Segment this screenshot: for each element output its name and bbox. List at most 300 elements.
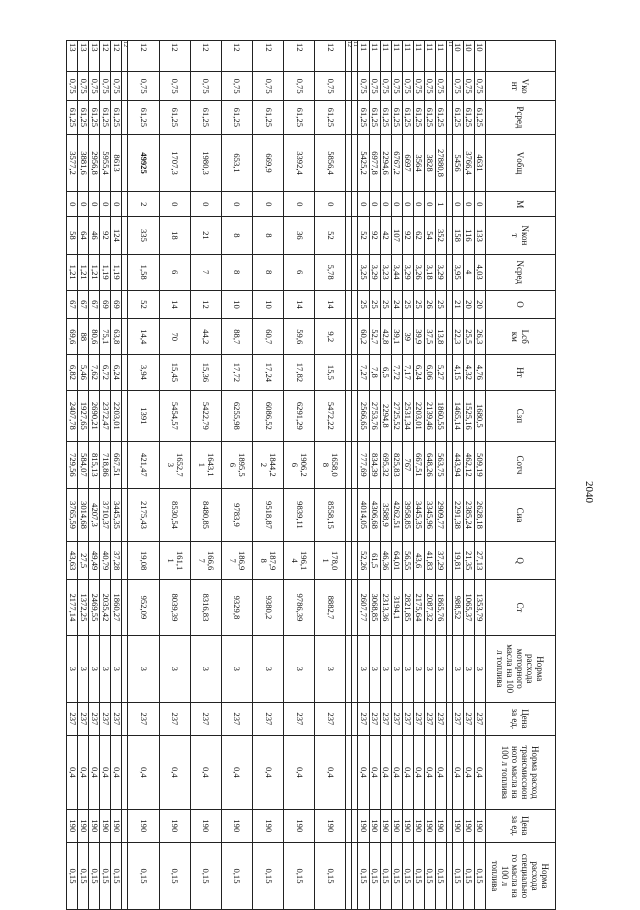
data-table [66,40,556,910]
table-cell: 237 [221,702,252,735]
table-cell: 5456 [452,134,463,192]
table-cell: 2607,77 [358,580,369,636]
table-cell: 0,75 [474,72,485,101]
table-cell: 0,4 [474,736,485,810]
table-cell: 237 [253,702,284,735]
table-cell [352,736,358,810]
table-cell: 190 [315,809,346,842]
table-cell: 237 [474,702,485,735]
table-cell: 0,75 [128,72,159,101]
table-cell: 61,25 [67,101,78,134]
table-cell: 0 [424,192,435,217]
table-cell [446,134,452,192]
table-cell: 3 [391,635,402,702]
table-cell: 6,72 [100,355,111,391]
table-cell: 190 [369,809,380,842]
header-cell: Nкон т [486,216,556,254]
table-cell: 4631 [474,134,485,192]
table-cell: 5,78 [315,254,346,290]
table-cell: 0,15 [159,843,190,910]
table-cell: 186,9 7 [221,542,252,580]
table-cell: 0 [100,192,111,217]
table-cell [352,390,358,441]
table-row [424,41,435,910]
table-cell: 3958,85 [402,488,413,541]
table-cell: 8 [253,254,284,290]
table-cell: 190 [78,809,89,842]
table-cell: 8480,85 [190,488,221,541]
table-cell: 0,4 [78,736,89,810]
table-cell: 6255,98 [221,390,252,441]
table-cell: 63,8 [111,319,122,355]
table-cell: 0,15 [128,843,159,910]
table-cell [346,736,352,810]
table-cell: 6,24 [413,355,424,391]
table-cell: 27880,8 [435,134,446,192]
table-cell: 0,4 [463,736,474,810]
table-cell: 1525,16 [463,390,474,441]
table-cell: 3 [89,635,100,702]
table-cell: 563,75 [435,441,446,488]
table-cell: 11 [369,41,380,72]
table-cell: 0,15 [369,843,380,910]
table-cell: 64 [78,216,89,254]
table-cell: 0,15 [100,843,111,910]
table-cell: 0,75 [315,72,346,101]
table-cell: 21,35 [463,542,474,580]
table-cell: 10 [474,41,485,72]
table-cell: 1465,14 [452,390,463,441]
table-cell: 2294,6 [380,134,391,192]
table-cell: 6 [284,254,315,290]
header-cell: Lсб км [486,319,556,355]
table-cell: 0,4 [159,736,190,810]
table-cell: 61,25 [358,101,369,134]
table-cell: 17,24 [253,355,284,391]
table-cell: 0 [358,192,369,217]
table-cell [122,72,128,101]
table-cell: 8316,83 [190,580,221,636]
table-cell: 0,15 [111,843,122,910]
table-row [111,41,122,910]
table-cell [446,580,452,636]
table-cell: 2203,01 [413,390,424,441]
table-cell: 0,75 [391,72,402,101]
table-cell: 80,6 [89,319,100,355]
separator-row [352,41,358,910]
table-cell [352,101,358,134]
table-cell: 3577,2 [67,134,78,192]
table-cell: 5425,2 [358,134,369,192]
table-cell: 190 [190,809,221,842]
table-cell [346,192,352,217]
table-cell: 0 [253,192,284,217]
table-cell: 3014,68 [78,488,89,541]
table-cell [446,101,452,134]
table-cell: 10 [452,41,463,72]
header-cell: Норма расхода моторного масла на 100 л топлива [486,635,556,702]
table-cell: 3765,59 [67,488,78,541]
table-cell [446,355,452,391]
table-cell: 3392,4 [284,134,315,192]
table-cell: 7,27 [358,355,369,391]
table-cell: 0,75 [100,72,111,101]
table-cell: 190 [452,809,463,842]
table-cell: 13 [67,41,78,72]
table-cell: 1860,27 [111,580,122,636]
table-cell: 13 [89,41,100,72]
table-cell: 0,75 [111,72,122,101]
table-cell [122,635,128,702]
table-cell: 42 [380,216,391,254]
table-cell: 12 [221,41,252,72]
table-cell: 8 [221,254,252,290]
table-cell: 2372,47 [100,390,111,441]
table-row [89,41,100,910]
table-cell: 13,8 [435,319,446,355]
table-cell: 3 [380,635,391,702]
table-cell: 0,75 [190,72,221,101]
table-cell [352,254,358,290]
header-cell: Цена за ед. [486,809,556,842]
table-cell: 0,15 [190,843,221,910]
table-cell: 25 [435,290,446,319]
table-cell [122,809,128,842]
table-cell: 49925 [128,134,159,192]
table-cell: 4262,51 [391,488,402,541]
table-cell: 0,4 [89,736,100,810]
page-number: 2040 [583,481,595,503]
table-cell: 3 [315,635,346,702]
table-cell: 61,25 [89,101,100,134]
table-cell: 161,1 1 [159,542,190,580]
table-cell: 25 [402,290,413,319]
table-cell: 0,4 [221,736,252,810]
table-cell: 2821,85 [402,580,413,636]
table-cell: 69 [100,290,111,319]
table-cell [446,843,452,910]
table-cell: 6,24 [111,355,122,391]
table-cell: 0 [315,192,346,217]
table-cell: 667,51 [413,441,424,488]
header-cell-blank [486,41,556,72]
table-cell: 0,4 [128,736,159,810]
table-cell: 14 [315,290,346,319]
table-cell: 0 [67,192,78,217]
table-cell: 61,25 [159,101,190,134]
header-cell: Vобщ [486,134,556,192]
table-cell: 196,1 4 [284,542,315,580]
table-cell: 1906,2 6 [284,441,315,488]
table-cell [346,290,352,319]
table-cell: 0 [413,192,424,217]
table-cell [352,216,358,254]
table-cell: 190 [413,809,424,842]
table-cell: 3588,9 [380,488,391,541]
table-cell: 4207,3 [89,488,100,541]
table-cell: 4,76 [474,355,485,391]
table-cell: 7,8 [369,355,380,391]
table-cell: 9783,9 [221,488,252,541]
table-cell: 0 [221,192,252,217]
table-cell: 10 [463,41,474,72]
table-cell: 11 [435,41,446,72]
table-cell: 1643,1 1 [190,441,221,488]
table-cell [446,809,452,842]
table-cell: 40,79 [100,542,111,580]
table-cell: 667,51 [111,441,122,488]
table-cell: 1,19 [111,254,122,290]
table-cell: 4 [463,254,474,290]
table-cell: 3 [190,635,221,702]
table-cell: 43,6 [413,542,424,580]
table-cell: 15,45 [159,355,190,391]
table-cell: 61,25 [78,101,89,134]
table-cell: 11 [413,41,424,72]
table-cell: 52 [358,216,369,254]
table-cell: 61,25 [128,101,159,134]
table-cell: 190 [221,809,252,842]
table-cell: 3881,6 [78,134,89,192]
table-cell: 7,62 [89,355,100,391]
table-cell: 0,15 [89,843,100,910]
table-cell: 0,4 [452,736,463,810]
table-cell: 0,4 [413,736,424,810]
table-cell: 0,4 [284,736,315,810]
table-cell: 462,12 [463,441,474,488]
table-cell: 12 [128,41,159,72]
table-cell: 0,75 [78,72,89,101]
table-cell: 27,13 [474,542,485,580]
table-cell: 3 [100,635,111,702]
table-cell: 3,26 [413,254,424,290]
table-cell: 6,06 [424,355,435,391]
table-cell: 25,5 [463,319,474,355]
table-cell: 61,25 [284,101,315,134]
table-cell: 421,47 [128,441,159,488]
table-cell: 107 [391,216,402,254]
table-cell: 0,4 [315,736,346,810]
table-cell: 61,25 [190,101,221,134]
table-cell: 4014,05 [358,488,369,541]
table-cell: 190 [159,809,190,842]
header-cell: Цена за ед. [486,702,556,735]
header-cell: Сотч [486,441,556,488]
table-cell: 0,75 [159,72,190,101]
table-cell: 3828 [424,134,435,192]
table-cell: 653,1 [221,134,252,192]
table-cell: 11 [391,41,402,72]
separator-row [346,41,352,910]
table-cell: 237 [435,702,446,735]
table-cell [122,702,128,735]
table-cell: 0 [89,192,100,217]
table-cell: 3345,96 [424,488,435,541]
table-row [391,41,402,910]
table-cell: 2294,8 [380,390,391,441]
table-cell: 0 [284,192,315,217]
table-cell: 6,82 [67,355,78,391]
table-cell: 2385,24 [463,488,474,541]
table-cell: 11 [424,41,435,72]
table-cell [346,441,352,488]
table-cell: 61,25 [463,101,474,134]
table-cell: 190 [284,809,315,842]
table-cell: 49,49 [89,542,100,580]
table-cell: 14,4 [128,319,159,355]
table-cell: 0 [402,192,413,217]
table-cell: 2175,43 [128,488,159,541]
table-cell: 3,25 [358,254,369,290]
table-cell: 9786,39 [284,580,315,636]
table-cell [446,542,452,580]
table-cell: 3,94 [128,355,159,391]
table-cell: 12 [111,41,122,72]
header-cell: Vко нт [486,72,556,101]
table-cell: 190 [435,809,446,842]
table-cell: 0,4 [190,736,221,810]
table-cell: 22,3 [452,319,463,355]
table-cell [122,134,128,192]
table-cell: 46 [89,216,100,254]
table-cell: 0 [159,192,190,217]
table-cell: 12 [284,41,315,72]
table-cell: 1,21 [89,254,100,290]
table-cell: 3,44 [391,254,402,290]
table-cell: 18 [159,216,190,254]
table-cell [346,101,352,134]
header-cell: Ст [486,580,556,636]
table-cell [352,809,358,842]
table-cell [352,72,358,101]
table-cell: 2725,52 [391,390,402,441]
table-cell: 11 [352,41,358,72]
table-row [221,41,252,910]
table-cell: 61,25 [369,101,380,134]
table-cell: 0 [380,192,391,217]
table-cell: 17,72 [221,355,252,391]
table-cell: 0,75 [284,72,315,101]
table-cell: 61,25 [391,101,402,134]
table-cell: 17,82 [284,355,315,391]
table-cell: 0,4 [111,736,122,810]
table-cell: 0,4 [380,736,391,810]
table-cell: 3 [474,635,485,702]
table-cell: 3 [128,635,159,702]
table-cell: 124 [111,216,122,254]
table-cell: 25 [380,290,391,319]
table-row [463,41,474,910]
table-cell: 1860,55 [435,390,446,441]
table-cell [346,390,352,441]
table-cell: 3,29 [369,254,380,290]
table-cell: 8 [221,216,252,254]
table-cell: 0,4 [424,736,435,810]
table-cell: 0,15 [284,843,315,910]
table-cell: 0,15 [424,843,435,910]
table-cell [446,216,452,254]
table-cell: 2628,18 [474,488,485,541]
table-cell: 0,75 [424,72,435,101]
table-cell: 9839,11 [284,488,315,541]
table-cell: 61,25 [100,101,111,134]
table-cell: 1372,25 [78,580,89,636]
table-cell: 116 [463,216,474,254]
table-cell [352,134,358,192]
table-cell: 46,36 [380,542,391,580]
table-cell: 3766,4 [463,134,474,192]
table-cell: 61,25 [253,101,284,134]
table-cell: 9518,87 [253,488,284,541]
table-cell [346,254,352,290]
table-cell: 8882,7 [315,580,346,636]
table-cell: 335 [128,216,159,254]
table-cell: 3445,35 [413,488,424,541]
table-cell: 2 [128,192,159,217]
table-cell [352,843,358,910]
separator-row [446,41,452,910]
table-cell: 20 [474,290,485,319]
table-cell: 777,69 [358,441,369,488]
table-cell: 237 [391,702,402,735]
table-cell: 166,6 7 [190,542,221,580]
table-cell: 0,75 [435,72,446,101]
table-cell: 1927,65 [78,390,89,441]
table-cell: 3 [402,635,413,702]
table-cell: 0 [452,192,463,217]
table-cell: 24 [391,290,402,319]
table-cell: 0,75 [89,72,100,101]
table-cell: 0,15 [391,843,402,910]
header-cell: Сзп [486,390,556,441]
table-cell: 15,5 [315,355,346,391]
table-cell: 6767,2 [391,134,402,192]
table-cell: 158 [452,216,463,254]
table-cell [446,390,452,441]
table-cell: 3564 [413,134,424,192]
table-cell: 133 [474,216,485,254]
table-cell: 67 [67,290,78,319]
table-cell: 0,15 [78,843,89,910]
table-cell: 2531,34 [402,390,413,441]
table-cell: 5856,4 [315,134,346,192]
table-cell: 4,03 [474,254,485,290]
table-cell: 0 [190,192,221,217]
table-cell: 43,63 [67,542,78,580]
table-cell: 1707,3 [159,134,190,192]
table-cell: 37,28 [111,542,122,580]
table-cell: 6,5 [380,355,391,391]
table-cell: 3 [253,635,284,702]
table-row [315,41,346,910]
table-cell: 4306,68 [369,488,380,541]
table-cell: 190 [358,809,369,842]
table-cell: 3068,85 [369,580,380,636]
table-row [78,41,89,910]
table-cell: 6977,8 [369,134,380,192]
table-cell [446,254,452,290]
table-cell: 1652,7 3 [159,441,190,488]
table-cell: 37,5 [424,319,435,355]
table-cell [346,319,352,355]
table-cell: 92 [100,216,111,254]
table-cell: 952,09 [128,580,159,636]
header-cell: Сиа [486,488,556,541]
table-cell: 3,29 [435,254,446,290]
table-cell: 0,15 [402,843,413,910]
table-cell: 12 [190,290,221,319]
table-cell [352,488,358,541]
